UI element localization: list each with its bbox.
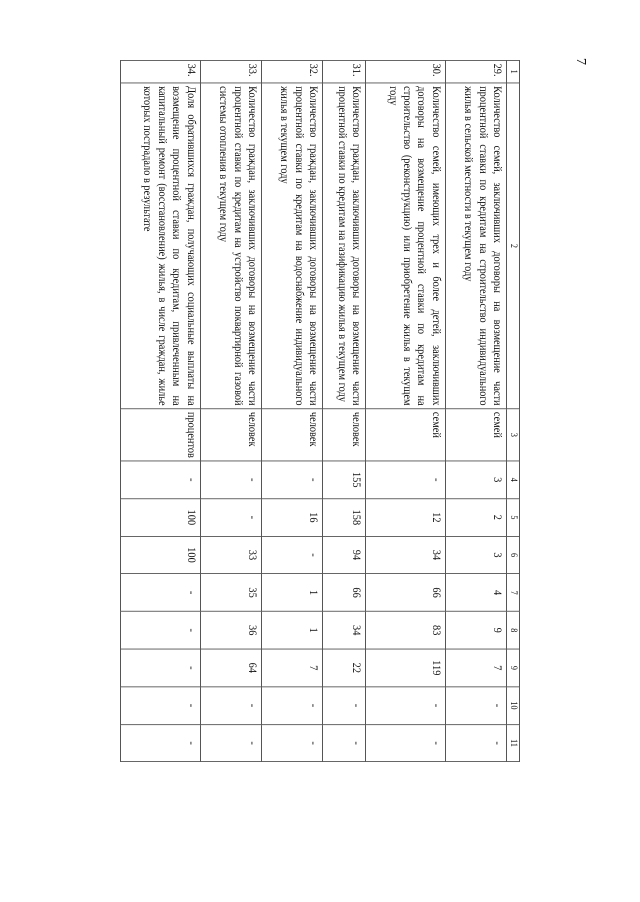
row-number: 33. xyxy=(200,60,261,82)
indicator-description: Количество семей, заключивших договоры на возмещение части процентной ставки по кредитам на строительство индивидуального жилья в сельской местности в текущем году xyxy=(445,83,506,409)
value-cell: 3 xyxy=(445,461,506,499)
column-header-9: 9 xyxy=(507,649,520,687)
value-cell: 33 xyxy=(200,536,261,574)
value-cell: - xyxy=(200,687,261,725)
column-header-4: 4 xyxy=(507,461,520,499)
column-header-3: 3 xyxy=(507,409,520,461)
value-cell: 34 xyxy=(323,611,366,649)
header-row xyxy=(507,60,520,761)
value-cell: - xyxy=(445,724,506,762)
row-number: 30. xyxy=(366,60,446,82)
column-header-8: 8 xyxy=(507,611,520,649)
column-header-10: 10 xyxy=(507,687,520,725)
indicator-description: Количество граждан, заключивших договоры на возмещение части процентной ставки по кредитам на газификацию жилья в текущем году xyxy=(323,83,366,409)
row-number: 32. xyxy=(261,60,322,82)
value-cell: - xyxy=(261,724,322,762)
value-cell: 16 xyxy=(261,499,322,537)
value-cell: 119 xyxy=(366,649,446,687)
value-cell: - xyxy=(121,649,201,687)
value-cell: - xyxy=(323,687,366,725)
value-cell: - xyxy=(366,687,446,725)
unit-of-measure: человек xyxy=(200,409,261,461)
table-row xyxy=(366,60,446,761)
value-cell: 12 xyxy=(366,499,446,537)
table-row xyxy=(323,60,366,761)
value-cell: 35 xyxy=(200,574,261,612)
table-row xyxy=(200,60,261,761)
value-cell: 7 xyxy=(445,649,506,687)
value-cell: - xyxy=(261,461,322,499)
indicator-description: Количество граждан, заключивших договоры на возмещение части процентной ставки по кредитам на водоснабжение индивидуального жилья в текущем году xyxy=(261,83,322,409)
table-row xyxy=(261,60,322,761)
value-cell: - xyxy=(121,687,201,725)
value-cell: - xyxy=(121,461,201,499)
value-cell: - xyxy=(261,687,322,725)
value-cell: - xyxy=(121,574,201,612)
value-cell: 2 xyxy=(445,499,506,537)
row-number: 31. xyxy=(323,60,366,82)
column-header-7: 7 xyxy=(507,574,520,612)
unit-of-measure: семей xyxy=(445,409,506,461)
value-cell: - xyxy=(200,461,261,499)
value-cell: 7 xyxy=(261,649,322,687)
table-row xyxy=(445,60,506,761)
value-cell: 1 xyxy=(261,574,322,612)
row-number: 34. xyxy=(121,60,201,82)
value-cell: 4 xyxy=(445,574,506,612)
value-cell: 100 xyxy=(121,499,201,537)
column-header-1: 1 xyxy=(507,60,520,82)
value-cell: 3 xyxy=(445,536,506,574)
value-cell: 158 xyxy=(323,499,366,537)
value-cell: - xyxy=(200,499,261,537)
value-cell: - xyxy=(445,687,506,725)
indicator-description: Количество граждан, заключивших договоры на возмещение части процентной ставки по кредитам на устройство поквартирной газовой системы отопления в текущем году xyxy=(200,83,261,409)
value-cell: 36 xyxy=(200,611,261,649)
value-cell: - xyxy=(121,611,201,649)
value-cell: 100 xyxy=(121,536,201,574)
value-cell: - xyxy=(366,461,446,499)
page-number: 7 xyxy=(573,58,588,65)
unit-of-measure: семей xyxy=(366,409,446,461)
value-cell: 22 xyxy=(323,649,366,687)
value-cell: 83 xyxy=(366,611,446,649)
value-cell: 94 xyxy=(323,536,366,574)
value-cell: 64 xyxy=(200,649,261,687)
indicator-description: Доля обратившихся граждан, получающих социальные выплаты на возмещение процентной ставки по кредитам, привлеченным на капитальный ремонт (восстановление) жилья, в числе граждан, жилье которых пострадало в результате xyxy=(121,83,201,409)
unit-of-measure: человек xyxy=(261,409,322,461)
value-cell: 66 xyxy=(366,574,446,612)
value-cell: 34 xyxy=(366,536,446,574)
value-cell: 1 xyxy=(261,611,322,649)
value-cell: - xyxy=(121,724,201,762)
row-number: 29. xyxy=(445,60,506,82)
table-row xyxy=(121,60,201,761)
value-cell: - xyxy=(323,724,366,762)
column-header-6: 6 xyxy=(507,536,520,574)
value-cell: 9 xyxy=(445,611,506,649)
value-cell: 66 xyxy=(323,574,366,612)
value-cell: - xyxy=(366,724,446,762)
column-header-2: 2 xyxy=(507,83,520,409)
column-header-11: 11 xyxy=(507,724,520,762)
unit-of-measure: человек xyxy=(323,409,366,461)
value-cell: - xyxy=(261,536,322,574)
value-cell: 155 xyxy=(323,461,366,499)
column-header-5: 5 xyxy=(507,499,520,537)
indicator-table xyxy=(120,60,520,762)
indicator-description: Количество семей, имеющих трех и более детей, заключивших договоры на возмещение процентной ставки по кредитам на строительство (реконструкцию) или приобретение жилья в текущем году xyxy=(366,83,446,409)
value-cell: - xyxy=(200,724,261,762)
data-table-container xyxy=(120,60,520,747)
unit-of-measure: процентов xyxy=(121,409,201,461)
